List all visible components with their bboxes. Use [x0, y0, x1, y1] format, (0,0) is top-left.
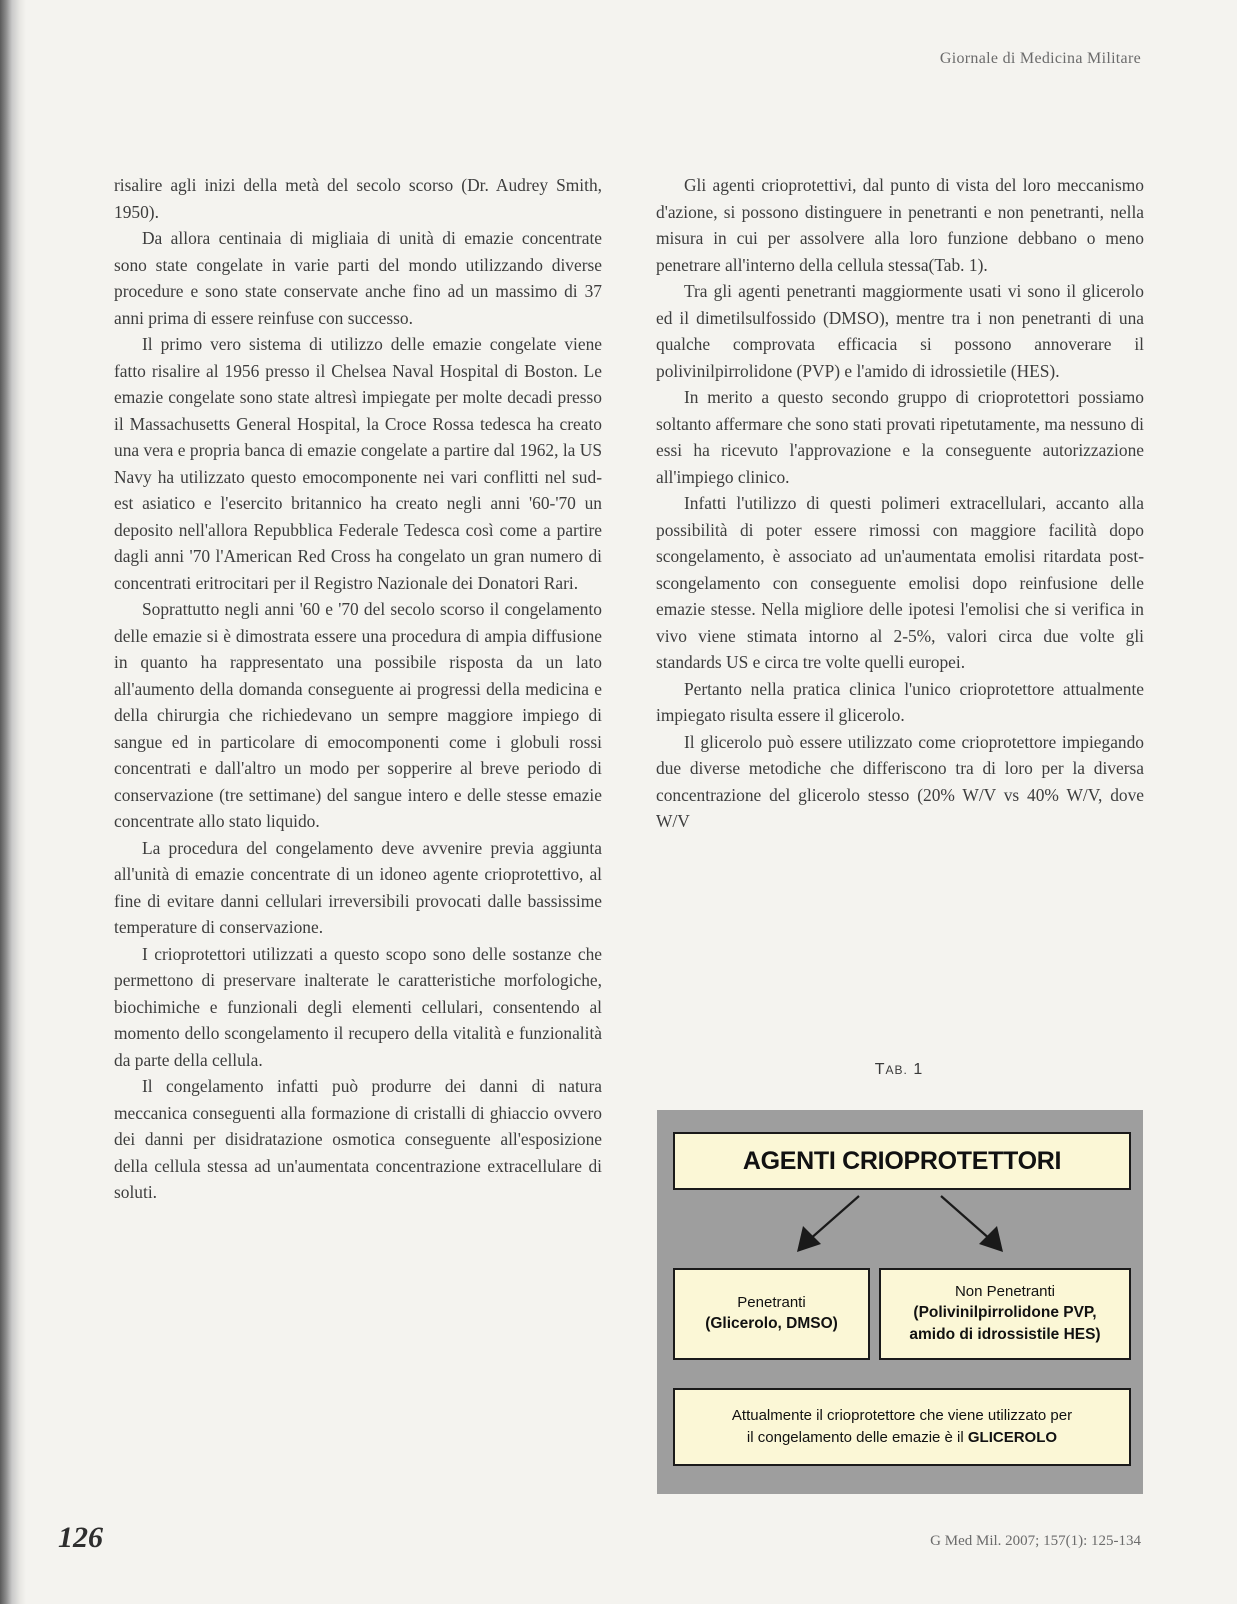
- note-line-2: [747, 1427, 1057, 1449]
- paragraph: risalire agli inizi della metà del secolo scorso (Dr. Audrey Smith, 1950).: [114, 175, 602, 222]
- page-number: 126: [58, 1521, 103, 1554]
- running-head: Giornale di Medicina Militare: [939, 50, 1141, 67]
- arrow-down-right-icon: [941, 1196, 1003, 1252]
- note-emphasis: GLICEROLO: [967, 1429, 1058, 1446]
- paragraph: Infatti l'utilizzo di questi polimeri extracellulari, accanto alla possibilità di poter essere rimossi con maggiore facilità dopo scongelamento, è associato ad un'aumentata emolisi ritardata post-scongelamento con conseguente emolisi dopo reinfusione delle emazie stesse. Nella migliore delle ipotesi l'emolisi che si verifica in vivo viene stimata intorno al 2-5%, valori circa due volte gli standards US e circa tre volte quelli europei.: [656, 493, 1144, 672]
- penetranti-box: [673, 1268, 870, 1360]
- paragraph: Soprattutto negli anni '60 e '70 del secolo scorso il congelamento delle emazie si è dimostrata essere una procedura di ampia diffusione in quanto ha rappresentato una possibile risposta da un lato all'aumento della domanda conseguente ai progressi della medicina e della chirurgia che richiedevano un sempre maggiore impiego di sangue ed in particolare di emocomponenti come i globuli rossi concentrati e dall'altro un modo per sopperire al breve periodo di conservazione (tre settimane) del sangue intero e delle stesse emazie concentrate allo stato liquido.: [114, 599, 602, 831]
- table-caption: [658, 1061, 1140, 1079]
- table-caption-number: 1: [913, 1061, 924, 1078]
- arrow-down-left-icon: [797, 1196, 859, 1252]
- non-penetranti-label: Non Penetranti: [954, 1282, 1056, 1300]
- penetranti-label: Penetranti: [737, 1293, 806, 1311]
- paragraph: In merito a questo secondo gruppo di crioprotettori possiamo soltanto affermare che sono stati provati ripetutamente, ma nessuno di essi ha ricevuto l'approvazione e la conseguente autorizzazione all'impiego clinico.: [656, 387, 1144, 487]
- right-column: [656, 172, 1144, 835]
- cryoprotector-diagram: [657, 1110, 1143, 1494]
- table-caption-smallcaps: AB.: [885, 1063, 908, 1077]
- paragraph: Il primo vero sistema di utilizzo delle emazie congelate viene fatto risalire al 1956 presso il Chelsea Naval Hospital di Boston. Le emazie congelate sono state altresì impiegate per molte decadi presso il Massachusetts General Hospital, la Croce Rossa tedesca ha creato una vera e propria banca di emazie congelate a partire dal 1962, la US Navy ha utilizzato questo emocomponente nei vari conflitti nel sud-est asiatico e l'esercito britannico ha creato negli anni '60-'70 un deposito nell'allora Repubblica Federale Tedesca così come a partire dagli anni '70 l'American Red Cross ha congelato un gran numero di concentrati eritrocitari per il Registro Nazionale dei Donatori Rari.: [114, 334, 602, 593]
- penetranti-examples: (Glicerolo, DMSO): [705, 1314, 838, 1332]
- page-binding-shadow: [0, 0, 26, 1604]
- paragraph: Tra gli agenti penetranti maggiormente usati vi sono il glicerolo ed il dimetilsulfossido (DMSO), mentre tra i non penetranti di una qualche comprovata efficacia si possono annoverare il polivinilpirrolidone (PVP) e l'amido di idrossietile (HES).: [656, 281, 1144, 381]
- paragraph: Il glicerolo può essere utilizzato come crioprotettore impiegando due diverse metodiche che differiscono tra di loro per la diversa concentrazione del glicerolo stesso (20% W/V vs 40% W/V, dove W/V: [656, 731, 1144, 831]
- journal-citation: G Med Mil. 2007; 157(1): 125-134: [930, 1533, 1141, 1549]
- table-caption-prefix: T: [874, 1061, 886, 1078]
- non-penetranti-box: [879, 1268, 1131, 1360]
- non-penetranti-examples-line-1: (Polivinilpirrolidone PVP,: [913, 1303, 1097, 1321]
- note-line-1: Attualmente il crioprotettore che viene utilizzato per: [731, 1407, 1073, 1424]
- paragraph: Pertanto nella pratica clinica l'unico crioprotettore attualmente impiegato risulta essere il glicerolo.: [656, 678, 1144, 725]
- non-penetranti-examples-line-2: amido di idrossistile HES): [909, 1325, 1101, 1343]
- paragraph: La procedura del congelamento deve avvenire previa aggiunta all'unità di emazie concentrate di un idoneo agente crioprotettivo, al fine di evitare danni cellulari irreversibili provocati dalle bassissime temperature di conservazione.: [114, 837, 602, 937]
- glicerolo-note-box: [673, 1388, 1131, 1466]
- paragraph: Da allora centinaia di migliaia di unità di emazie concentrate sono state congelate in varie parti del mondo utilizzando diverse procedure e sono state conservate anche fino ad un massimo di 37 anni prima di essere reinfuse con successo.: [114, 228, 602, 328]
- note-line-2-text: il congelamento delle emazie è il: [746, 1429, 964, 1446]
- paragraph: Il congelamento infatti può produrre dei danni di natura meccanica conseguenti alla formazione di cristalli di ghiaccio ovvero dei danni per disidratazione osmotica conseguente all'esposizione della cellula stessa ad un'aumentata concentrazione extracellulare di soluti.: [114, 1076, 602, 1202]
- paragraph: Gli agenti crioprotettivi, dal punto di vista del loro meccanismo d'azione, si possono distinguere in penetranti e non penetranti, nella misura in cui per assolvere alla loro funzione debbano o meno penetrare all'interno della cellula stessa(Tab. 1).: [656, 175, 1144, 275]
- diagram-title: AGENTI CRIOPROTETTORI: [742, 1146, 1062, 1175]
- paragraph: I crioprotettori utilizzati a questo scopo sono delle sostanze che permettono di preservare inalterate le caratteristiche morfologiche, biochimiche e funzionali degli elementi cellulari, consentendo al momento dello scongelamento il recupero della vitalità e funzionalità da parte della cellula.: [114, 943, 602, 1070]
- left-column: [114, 172, 602, 1206]
